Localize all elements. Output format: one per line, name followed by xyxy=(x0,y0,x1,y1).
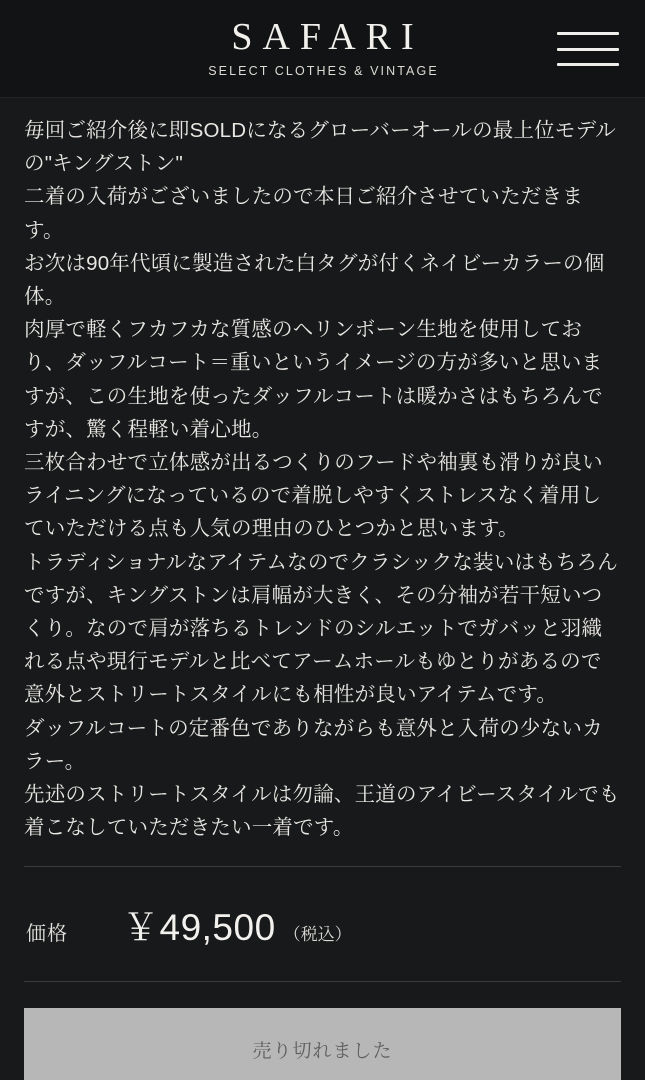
divider-below-price xyxy=(24,981,621,982)
price-label: 価格 xyxy=(26,923,68,946)
menu-bar-top xyxy=(557,32,619,35)
price-row xyxy=(24,867,621,981)
description-paragraph: トラディショナルなアイテムなのでクラシックな装いはもちろんですが、キングストンは肩幅が大きく、その分袖が若干短いつくり。なので肩が落ちるトレンドのシルエットでガバッと羽織れる点や現行モデルと比べてアームホールもゆとりがあるので意外とストリートスタイルにも相性が良いアイテムです。 xyxy=(24,550,618,707)
description-paragraph: 二着の入荷がございましたので本日ご紹介させていただきます。 xyxy=(24,185,583,242)
sold-out-button: 売り切れました xyxy=(24,1008,621,1080)
brand-subtitle: SELECT CLOTHES & VINTAGE xyxy=(208,63,439,78)
menu-bar-bottom xyxy=(557,63,619,66)
price-value: ￥49,500 xyxy=(122,907,276,949)
hamburger-menu-icon[interactable] xyxy=(557,26,619,72)
description-paragraph: 肉厚で軽くフカフカな質感のヘリンボーン生地を使用しており、ダッフルコート＝重いというイメージの方が多いと思いますが、この生地を使ったダッフルコートは暖かさはもちろんですが、驚く程軽い着心地。 xyxy=(24,318,603,441)
description-paragraph: 毎回ご紹介後に即SOLDになるグローバーオールの最上位モデルの"キングストン" xyxy=(24,119,616,176)
product-content xyxy=(0,98,645,1080)
description-paragraph: ダッフルコートの定番色でありながらも意外と入荷の少ないカラー。 xyxy=(24,716,603,773)
brand-title: SAFARI xyxy=(231,16,424,58)
description-paragraph: 先述のストリートスタイルは勿論、王道のアイビースタイルでも着こなしていただきたい一着です。 xyxy=(24,783,620,840)
description-paragraph: お次は90年代頃に製造された白タグが付くネイビーカラーの個体。 xyxy=(24,251,605,309)
site-logo xyxy=(0,18,645,78)
price-tax-note: （税込） xyxy=(283,925,352,945)
description-paragraph: 三枚合わせで立体感が出るつくりのフードや袖裏も滑りが良いライニングになっているので着脱しやすくストレスなく着用していただける点も人気の理由のひとつかと思います。 xyxy=(24,451,603,541)
site-header xyxy=(0,0,645,98)
product-description xyxy=(24,114,621,844)
menu-bar-middle xyxy=(557,48,619,51)
